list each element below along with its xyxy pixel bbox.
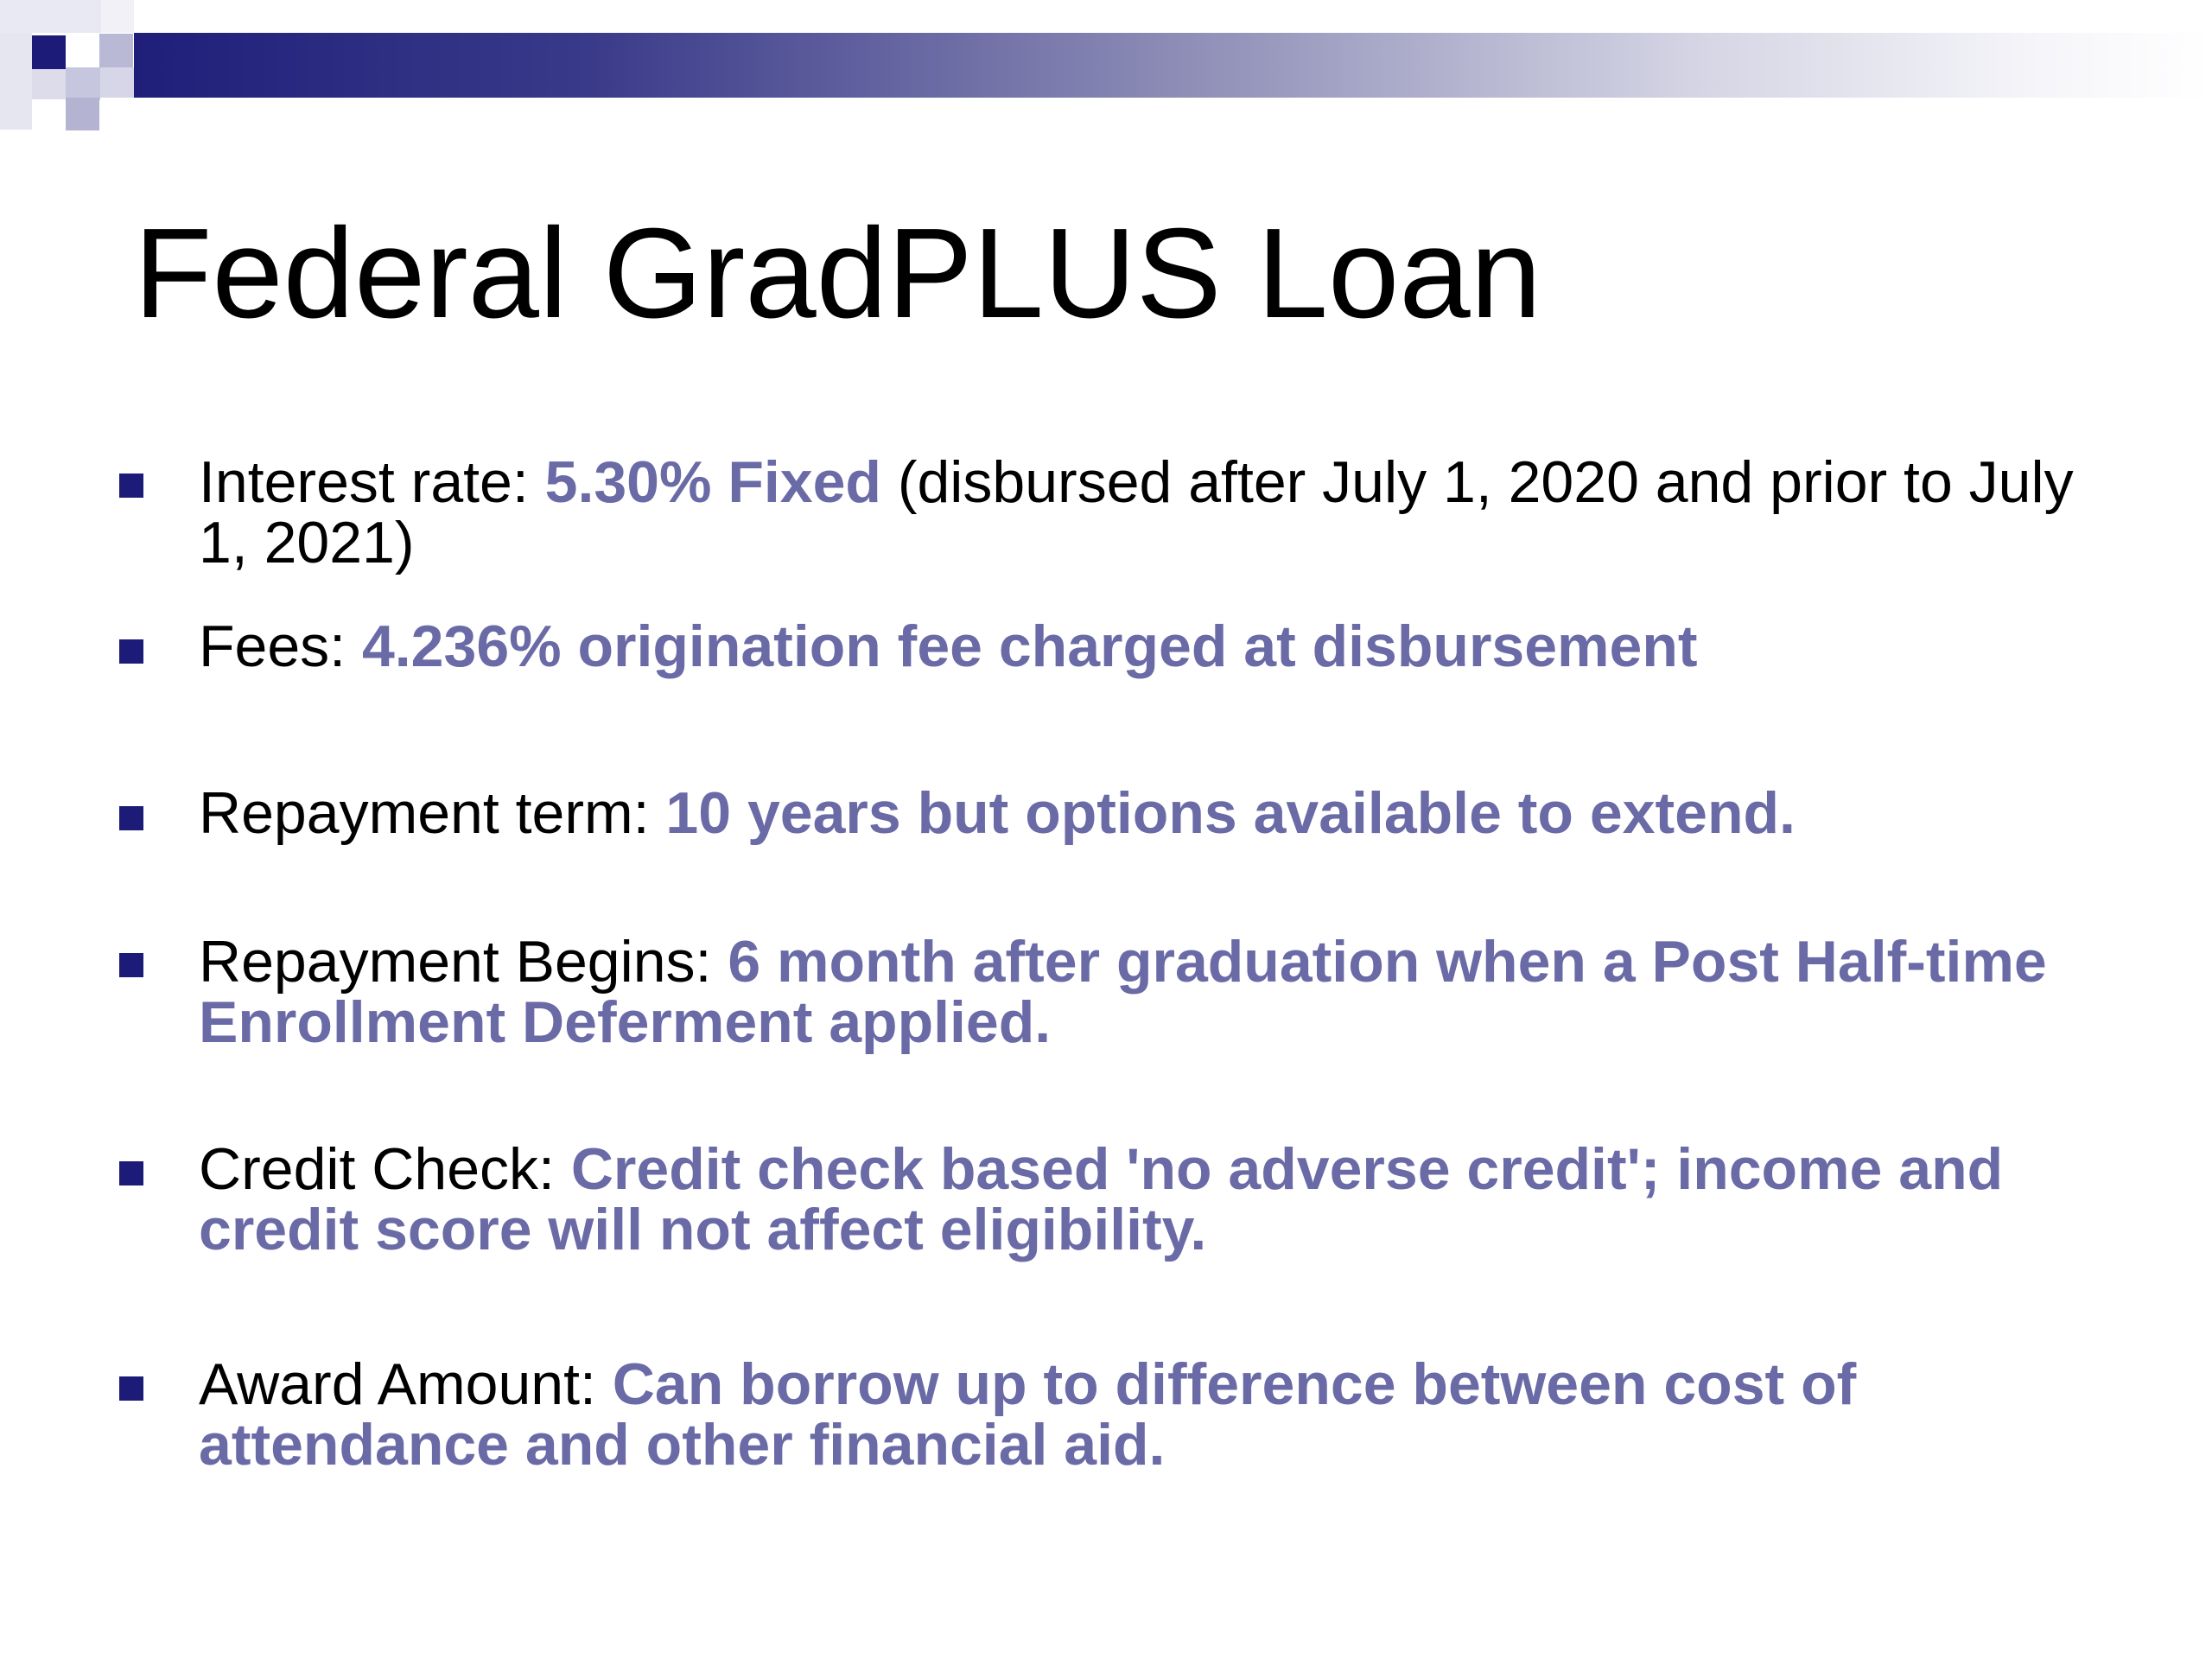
- bullet-item-interest-rate: [199, 449, 2082, 575]
- bullet-label: Repayment Begins:: [199, 929, 728, 995]
- bullet-highlight: 4.236% origination fee charged at disbursement: [361, 613, 1698, 679]
- bullet-label: Interest rate:: [199, 449, 545, 515]
- bullet-marker-icon: [119, 806, 143, 830]
- bullet-item-credit-check: [199, 1136, 2082, 1262]
- bullet-highlight: Can borrow up to difference between cost of attendance and other financial aid.: [199, 1351, 1857, 1478]
- bullet-label: Fees:: [199, 613, 362, 679]
- bullet-marker-icon: [119, 1161, 143, 1185]
- bullet-label: Credit Check:: [199, 1136, 571, 1202]
- bullet-item-award-amount: [199, 1351, 2082, 1478]
- bullet-item-fees: [199, 613, 2082, 679]
- bullet-highlight: 6 month after graduation when a Post Half-time Enrollment Deferment applied.: [199, 929, 2047, 1055]
- bullet-item-repayment-begins: [199, 929, 2082, 1055]
- bullet-label: Award Amount:: [199, 1351, 613, 1417]
- bullet-highlight: 5.30% Fixed: [544, 449, 881, 515]
- bullet-marker-icon: [119, 953, 143, 977]
- bullet-highlight: 10 years but options available to extend.: [665, 780, 1796, 846]
- bullet-highlight: Credit check based 'no adverse credit'; income and credit score will not affect eligibility.: [199, 1136, 2004, 1262]
- slide-title: Federal GradPLUS Loan: [134, 202, 1541, 345]
- bullet-marker-icon: [119, 639, 143, 664]
- bullet-item-repayment-term: [199, 780, 2082, 846]
- bullet-suffix: (disbursed after July 1, 2020 and prior to July 1, 2021): [199, 449, 2074, 575]
- bullet-marker-icon: [119, 1376, 143, 1401]
- bullet-marker-icon: [119, 474, 143, 498]
- bullet-label: Repayment term:: [199, 780, 666, 846]
